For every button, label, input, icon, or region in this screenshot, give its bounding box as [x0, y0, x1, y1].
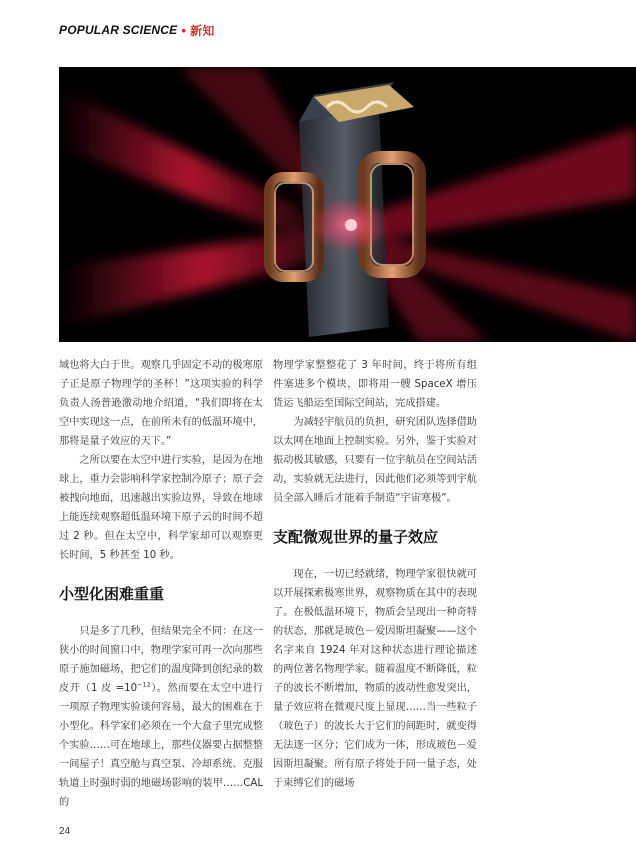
header-separator: •	[181, 22, 187, 38]
hero-image	[59, 67, 636, 342]
right-column	[273, 356, 477, 793]
magazine-header	[59, 20, 215, 40]
exponent: −12	[137, 680, 151, 689]
magazine-brand: POPULAR SCIENCE	[59, 23, 178, 37]
left-paragraph-1: 域也将大白于世。观察几乎固定不动的极寒原子正是原子物理学的圣杯！”这项实验的科学负责人汤普逊激动地介绍道，“我们即将在太空中实现这一点，在前所未有的低温环境中，那将是量子效应的天下。”	[59, 360, 263, 447]
left-paragraph-3	[59, 622, 263, 812]
left-paragraph-2: 之所以要在太空中进行实验，是因为在地球上，重力会影响科学家控制冷原子；原子会被拽向地面，迅速越出实验边界，导致在地球上能连续观察超低温环境下原子云的时间不超过 2 秒。但在太空中，科学家却可以观察更长时间，5 秒甚至 10 秒。	[59, 455, 263, 561]
section-heading-miniaturization: 小型化困难重重	[59, 585, 165, 603]
section-title: 新知	[190, 23, 215, 38]
page-number: 24	[59, 826, 71, 837]
atom-chip-laser-icon	[59, 67, 636, 342]
left-paragraph-3-text-a: 只是多了几秒，但结果完全不同：在这一狭小的时间窗口中，物理学家可再一次向那些原子施加磁场，把它们的温度降到创纪录的数皮开（1 皮 =10	[59, 626, 263, 694]
right-paragraph-1: 物理学家整整花了 3 年时间，终于将所有组件塞进多个模块，即将用一艘 SpaceX 增压货运飞船运至国际空间站，完成搭建。	[273, 360, 477, 409]
right-paragraph-3: 现在，一切已经就绪，物理学家很快就可以开展探索极寒世界，观察物质在其中的表现了。在极低温环境下，物质会呈现出一种奇特的状态，那就是玻色－爱因斯坦凝聚——这个名字来自 1924 年对这种状态进行理论描述的两位著名物理学家。随着温度不断降低，粒子的波长不断增加，物质的波动性愈发突出，量子效应将在微观尺度上显现……当一些粒子（玻色子）的波长大于它们的间距时，就变得无法逐一区分；它们成为一体，形成玻色－爱因斯坦凝聚。所有原子将处于同一量子态，处于束缚它们的磁场	[273, 569, 477, 789]
left-column	[59, 356, 263, 812]
right-paragraph-2: 为减轻宇航员的负担，研究团队选择借助以太网在地面上控制实验。另外，鉴于实验对振动极其敏感，只要有一位宇航员在空间站活动，实验就无法进行，因此他们必须等到宇航员全部入睡后才能着手制造“宇宙寒极”。	[273, 417, 477, 504]
left-paragraph-3-text-b: ）。然而要在太空中进行一项原子物理实验谈何容易，最大的困难在于小型化。科学家们必须在一个大盒子里完成整个实验……可在地球上，那些仪器要占据整整一间屋子！真空舱与真空泵、冷却系统、克服轨道上时强时弱的地磁场影响的装甲……CAL 的	[59, 683, 263, 808]
section-heading-quantum-effects: 支配微观世界的量子效应	[273, 528, 439, 546]
